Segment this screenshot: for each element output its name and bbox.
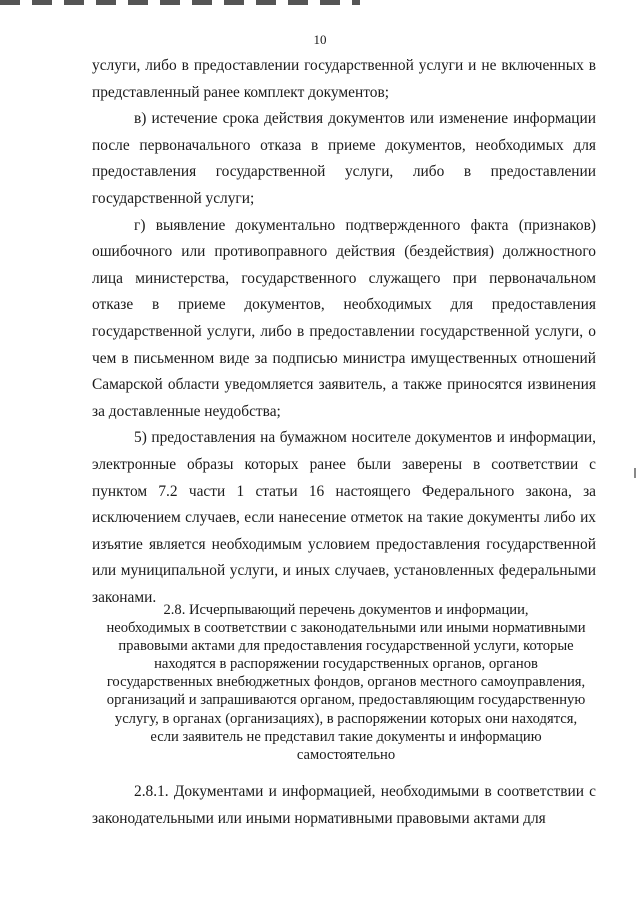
heading-line: если заявитель не представил такие документы и информацию	[150, 728, 542, 745]
paragraph-item-g: г) выявление документально подтвержденного факта (признаков) ошибочного или противоправного действия (бездействия) должностного лица министерства, государственного служащего при первоначальном отказе в приеме документов, необходимых для предоставления государственной услуги, либо в предоставлении государственной услуги, о чем в письменном виде за подписью министра имущественных отношений Самарской области уведомляется заявитель, а также приносятся извинения за доставленные неудобства;	[92, 216, 596, 420]
heading-line: государственных внебюджетных фондов, органов местного самоуправления,	[106, 674, 586, 691]
heading-line: 2.8. Исчерпывающий перечень документов и информации,	[163, 602, 529, 618]
heading-line: услугу, в органах (организациях), в распоряжении которых они находятся,	[114, 710, 578, 727]
paragraph-2-8-1: 2.8.1. Документами и информацией, необходимыми в соответствии с законодательными или иными нормативными правовыми актами для	[92, 783, 596, 827]
heading-line: находятся в распоряжении государственных органов, органов	[154, 656, 538, 673]
heading-line: необходимых в соответствии с законодательными или иными нормативными	[106, 620, 586, 637]
top-scan-dashes	[0, 0, 360, 5]
paragraph-item-v: в) истечение срока действия документов или изменение информации после первоначального отказа в приеме документов, необходимых для предоставления государственной услуги, либо в предоставлении государственной услуги;	[92, 110, 596, 207]
paragraph-item-5: 5) предоставления на бумажном носителе документов и информации, электронные образы которых ранее были заверены в соответствии с пунктом 7.2 части 1 статьи 16 настоящего Федерального закона, за исключением случаев, если нанесение отметок на такие документы либо их изъятие является необходимым условием предоставления государственной или муниципальной услуги, и иных случаев, установленных федеральными законами.	[92, 429, 596, 606]
scan-mark	[634, 468, 636, 478]
paragraph-continuation: услуги, либо в предоставлении государственной услуги и не включенных в представленный ранее комплект документов;	[92, 57, 596, 101]
heading-line: организаций и запрашиваются органом, предоставляющим государственную	[106, 692, 586, 709]
heading-line: самостоятельно	[296, 746, 396, 763]
document-body-continued	[92, 779, 596, 832]
page-number: 10	[313, 32, 327, 47]
heading-line: правовыми актами для предоставления государственной услуги, которые	[118, 638, 574, 655]
document-body	[92, 53, 596, 611]
section-heading-2-8	[80, 601, 612, 764]
